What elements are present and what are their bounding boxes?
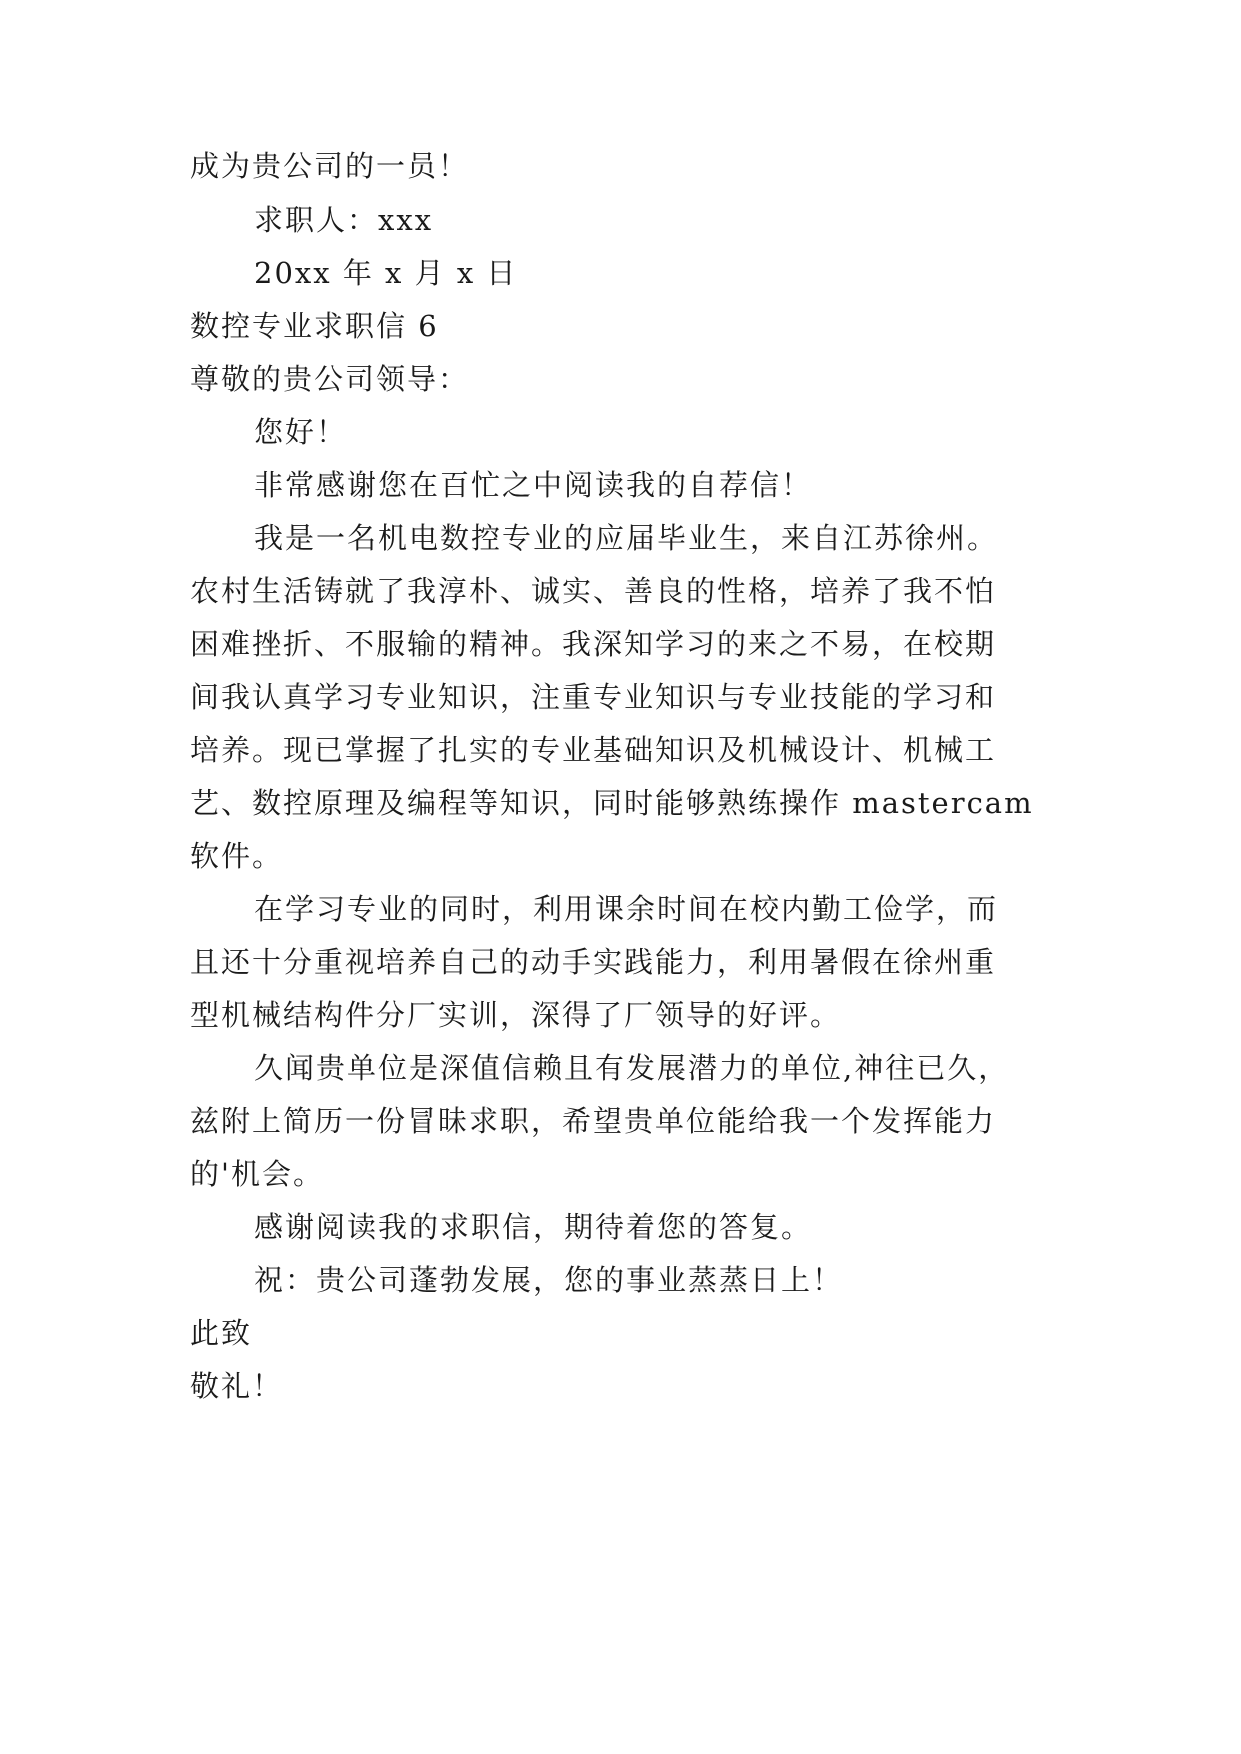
paragraph-line: 困难挫折、不服输的精神。我深知学习的来之不易，在校期 bbox=[190, 627, 997, 661]
previous-letter-closing-line: 成为贵公司的一员！ bbox=[190, 149, 470, 183]
previous-letter-signer: 求职人：xxx bbox=[254, 203, 434, 237]
paragraph-line: 间我认真学习专业知识，注重专业知识与专业技能的学习和 bbox=[190, 680, 997, 714]
letter-wish: 祝：贵公司蓬勃发展，您的事业蒸蒸日上！ bbox=[254, 1263, 844, 1297]
paragraph-line: 兹附上简历一份冒昧求职，希望贵单位能给我一个发挥能力 bbox=[190, 1104, 997, 1138]
letter-closing-2: 敬礼！ bbox=[190, 1369, 284, 1403]
paragraph-line: 且还十分重视培养自己的动手实践能力，利用暑假在徐州重 bbox=[190, 945, 997, 979]
previous-letter-date: 20xx 年 x 月 x 日 bbox=[254, 256, 518, 290]
paragraph-line: 型机械结构件分厂实训，深得了厂领导的好评。 bbox=[190, 998, 842, 1032]
paragraph-line: 培养。现已掌握了扎实的专业基础知识及机械设计、机械工 bbox=[190, 733, 997, 767]
paragraph-line: 农村生活铸就了我淳朴、诚实、善良的性格，培养了我不怕 bbox=[190, 574, 997, 608]
letter-greeting: 您好！ bbox=[254, 415, 348, 449]
letter-salutation: 尊敬的贵公司领导： bbox=[190, 362, 470, 396]
paragraph-line: 软件。 bbox=[190, 839, 284, 873]
paragraph-line: 的'机会。 bbox=[190, 1157, 324, 1191]
letter-thanks-close: 感谢阅读我的求职信，期待着您的答复。 bbox=[254, 1210, 813, 1244]
letter-thanks-intro: 非常感谢您在百忙之中阅读我的自荐信！ bbox=[254, 468, 813, 502]
letter-closing-1: 此致 bbox=[190, 1316, 253, 1350]
paragraph-line: 久闻贵单位是深值信赖且有发展潜力的单位,神往已久， bbox=[254, 1051, 1010, 1085]
letter-title: 数控专业求职信 6 bbox=[190, 309, 439, 343]
paragraph-line: 艺、数控原理及编程等知识，同时能够熟练操作 mastercam bbox=[190, 786, 1034, 820]
paragraph-line: 我是一名机电数控专业的应届毕业生，来自江苏徐州。 bbox=[254, 521, 999, 555]
paragraph-line: 在学习专业的同时，利用课余时间在校内勤工俭学，而 bbox=[254, 892, 999, 926]
